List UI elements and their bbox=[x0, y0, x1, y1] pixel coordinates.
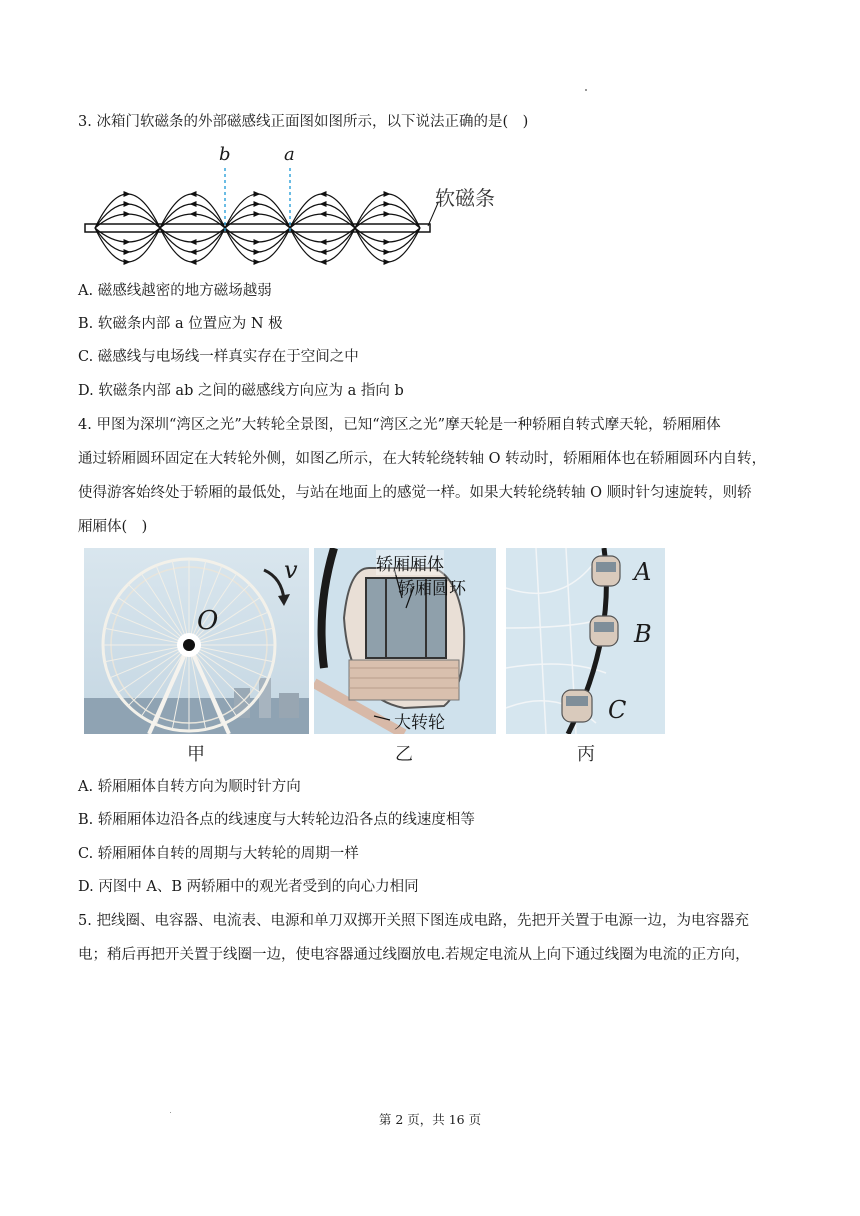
q3-stem: 3. 冰箱门软磁条的外部磁感线正面图如图所示，以下说法正确的是( ) bbox=[78, 114, 529, 130]
caption-yi: 乙 bbox=[395, 744, 413, 765]
q5-stem-line-2: 电；稍后再把开关置于线圈一边，使电容器通过线圈放电.若规定电流从上向下通过线圈为电流的正方向， bbox=[78, 947, 750, 963]
label-soft-strip: 软磁条 bbox=[435, 186, 495, 210]
q4-stem-line-2: 通过轿厢圆环固定在大转轮外侧，如图乙所示，在大转轮绕转轴 O 转动时，轿厢厢体也在轿厢圆环内自转， bbox=[78, 451, 767, 467]
figure-yi-cabin-photo bbox=[314, 548, 496, 734]
q3-option-d: D. 软磁条内部 ab 之间的磁感线方向应为 a 指向 b bbox=[78, 383, 404, 399]
label-a: a bbox=[284, 144, 295, 165]
caption-bing: 丙 bbox=[577, 744, 595, 765]
q4-option-d: D. 丙图中 A、B 两轿厢中的观光者受到的向心力相同 bbox=[78, 879, 419, 895]
q3-option-a: A. 磁感线越密的地方磁场越弱 bbox=[78, 283, 272, 299]
q4-stem-line-1: 4. 甲图为深圳“湾区之光”大转轮全景图，已知“湾区之光”摩天轮是一种轿厢自转式摩天轮，轿厢厢体 bbox=[78, 417, 721, 433]
q4-option-c: C. 轿厢厢体自转的周期与大转轮的周期一样 bbox=[78, 846, 359, 862]
label-cabin-ring: 轿厢圆环 bbox=[398, 579, 466, 599]
label-o: O bbox=[197, 606, 219, 636]
figure-jia-ferris-wheel-photo bbox=[84, 548, 309, 734]
page-footer: 第 2 页，共 16 页 bbox=[378, 1112, 482, 1127]
figure-bing-cabins-photo bbox=[506, 548, 665, 734]
q4-option-a: A. 轿厢厢体自转方向为顺时针方向 bbox=[78, 779, 301, 795]
q4-stem-line-3: 使得游客始终处于轿厢的最低处，与站在地面上的感觉一样。如果大转轮绕转轴 O 顺时针匀速旋转，则轿 bbox=[78, 485, 752, 501]
label-cabin-a: A bbox=[634, 558, 652, 586]
q4-option-b: B. 轿厢厢体边沿各点的线速度与大转轮边沿各点的线速度相等 bbox=[78, 812, 475, 828]
q4-stem-line-4: 厢厢体( ) bbox=[78, 519, 148, 535]
q3-option-c: C. 磁感线与电场线一样真实存在于空间之中 bbox=[78, 349, 359, 365]
stray-mark bbox=[585, 89, 587, 91]
label-cabin-c: C bbox=[608, 696, 627, 724]
label-cabin-b: B bbox=[634, 620, 652, 648]
label-v: v bbox=[284, 556, 298, 584]
label-cabin-body: 轿厢厢体 bbox=[376, 550, 444, 575]
caption-jia: 甲 bbox=[187, 744, 205, 765]
q3-option-b: B. 软磁条内部 a 位置应为 N 极 bbox=[78, 316, 283, 332]
q3-magnetic-strip-figure bbox=[80, 144, 520, 266]
label-b: b bbox=[219, 144, 231, 165]
q5-stem-line-1: 5. 把线圈、电容器、电流表、电源和单刀双掷开关照下图连成电路，先把开关置于电源一边，为电容器充 bbox=[78, 913, 749, 929]
label-big-wheel: 大转轮 bbox=[394, 713, 445, 733]
